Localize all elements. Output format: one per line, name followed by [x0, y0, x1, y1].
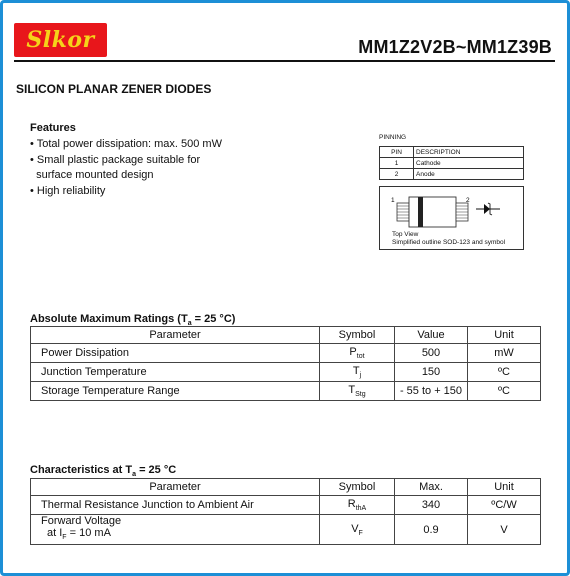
feature-item: • Total power dissipation: max. 500 mW [30, 138, 222, 150]
unit-cell: ºC [468, 382, 541, 401]
symbol-cell: $R_{thA}$ [320, 496, 395, 515]
pin-number: 1 [380, 158, 414, 169]
table-row [31, 496, 541, 515]
abs-max-table [30, 326, 541, 401]
column-header: Symbol [320, 327, 395, 344]
parameter-cell: Power Dissipation [31, 344, 320, 363]
characteristics-heading: Characteristics at $T_a = 25$ °C [30, 464, 177, 479]
part-number-title: MM1Z2V2B~MM1Z39B [358, 37, 552, 57]
table-row [31, 344, 541, 363]
pinning-label: PINNING [379, 134, 407, 141]
unit-cell: ºC [468, 363, 541, 382]
pin-number: 2 [380, 169, 414, 180]
document-subtitle: SILICON PLANAR ZENER DIODES [16, 82, 212, 96]
table-row [380, 158, 524, 169]
unit-cell: ºC/W [468, 496, 541, 515]
table-row [31, 382, 541, 401]
zener-diode-symbol-icon [476, 203, 500, 215]
feature-item: • Small plastic package suitable for [30, 153, 201, 166]
parameter-cell: Junction Temperature [31, 363, 320, 382]
value-cell: 0.9 [395, 515, 468, 545]
value-cell: - 55 to + 150 [395, 382, 468, 401]
table-row [380, 169, 524, 180]
column-header: Max. [395, 479, 468, 496]
package-caption-line: Simplified outline SOD-123 and symbol [392, 238, 506, 246]
features-list [30, 137, 222, 199]
unit-cell: V [468, 515, 541, 545]
symbol-cell: $T_j$ [320, 363, 395, 382]
characteristics-table [30, 478, 541, 545]
pin-1-label: 1 [391, 197, 395, 204]
table-row [31, 363, 541, 382]
parameter-cell: Forward Voltage at $I_F = 10$ mA [31, 515, 320, 545]
column-header: Parameter [31, 327, 320, 344]
column-header: Unit [468, 327, 541, 344]
column-header: Value [395, 327, 468, 344]
table-row [31, 515, 541, 545]
symbol-cell: $P_{tot}$ [320, 344, 395, 363]
unit-cell: mW [468, 344, 541, 363]
value-cell: 150 [395, 363, 468, 382]
pin-description: Cathode [414, 158, 524, 169]
pin-description: Anode [414, 169, 524, 180]
feature-item: surface mounted design [30, 169, 154, 181]
parameter-cell: Thermal Resistance Junction to Ambient Air [31, 496, 320, 515]
pinning-table [379, 146, 524, 180]
column-header: Unit [468, 479, 541, 496]
features-heading: Features [30, 122, 76, 134]
brand-logo [14, 23, 107, 57]
symbol-cell: $T_{Stg}$ [320, 382, 395, 401]
pin-column-header: PIN [380, 147, 414, 158]
value-cell: 340 [395, 496, 468, 515]
title-divider [14, 60, 555, 62]
feature-item: • High reliability [30, 184, 106, 197]
symbol-cell: $V_F$ [320, 515, 395, 545]
package-caption [392, 231, 505, 246]
column-header: Parameter [31, 479, 320, 496]
brand-logo-text: Slkor [26, 27, 95, 53]
abs-max-heading: Absolute Maximum Ratings ($T_a = 25$ °C) [30, 313, 236, 328]
parameter-cell: Storage Temperature Range [31, 382, 320, 401]
description-column-header: DESCRIPTION [414, 147, 524, 158]
package-outline-box [379, 186, 524, 250]
package-caption-line: Top View [392, 231, 419, 238]
value-cell: 500 [395, 344, 468, 363]
pin-2-label: 2 [466, 197, 470, 204]
column-header: Symbol [320, 479, 395, 496]
